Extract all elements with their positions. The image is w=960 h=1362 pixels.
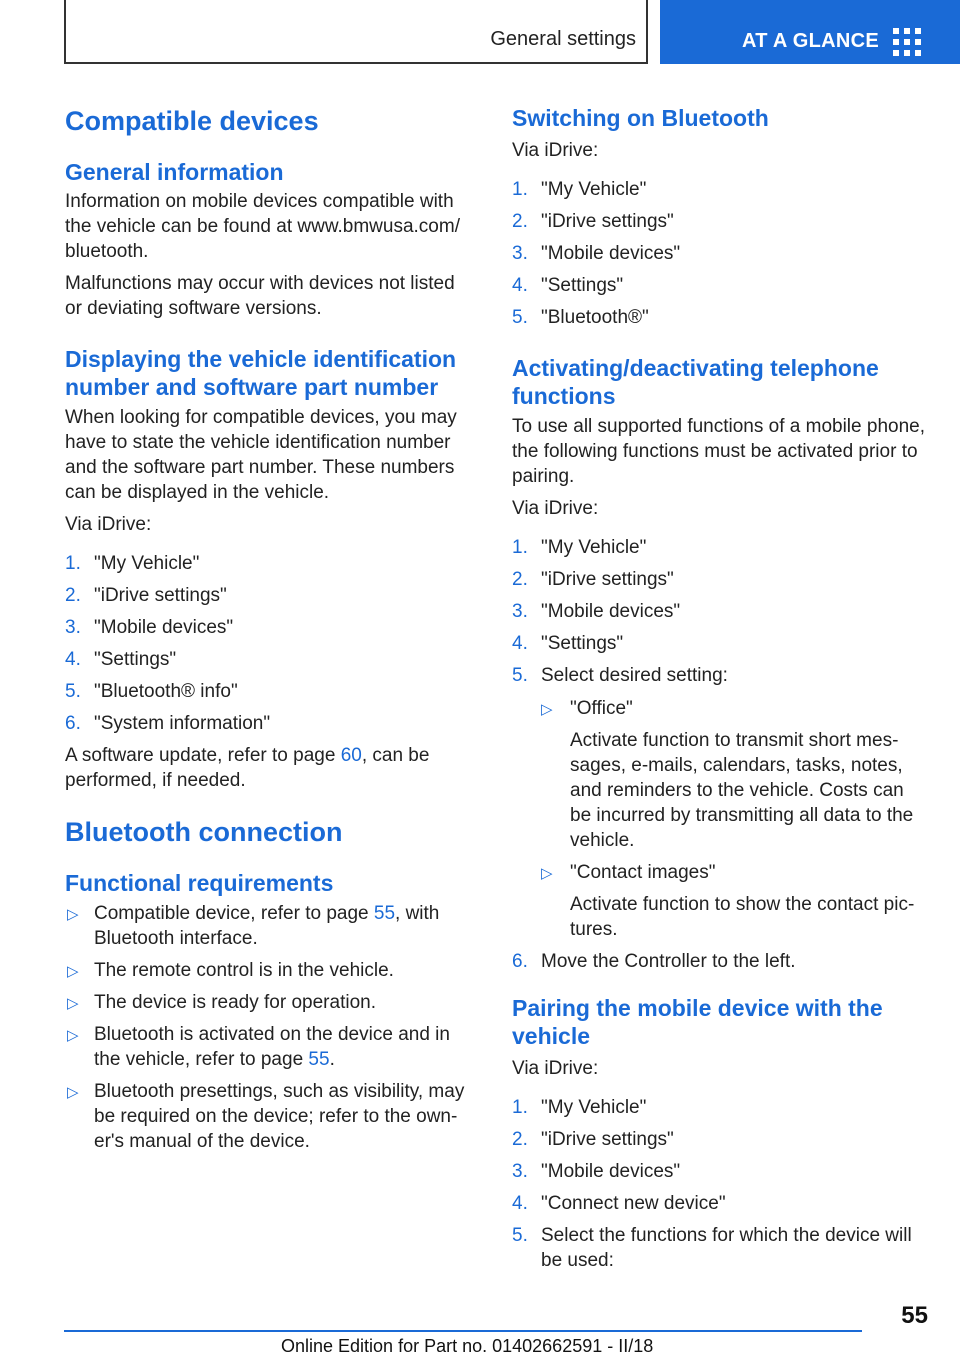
section-title: General settings (490, 28, 636, 50)
triangle-bullet-icon: ▷ (67, 906, 79, 923)
via-idrive-label: Via iDrive: (512, 1058, 599, 1079)
edition-footer: Online Edition for Part no. 01402662591 - II/18 (281, 1336, 654, 1356)
list-item: 5. "Bluetooth® info" (65, 681, 238, 702)
list-item: 1. "My Vehicle" (512, 1097, 647, 1118)
list-item: ▷ Compatible device, refer to page 55, with Bluetooth interface. (67, 903, 440, 949)
heading-bluetooth-connection: Bluetooth connection (65, 817, 343, 847)
vin-steps-list (65, 551, 473, 736)
heading-displaying-vin: Displaying the vehicle identification number and software part number (65, 346, 457, 400)
heading-activating-telephone-functions: Activating/deactivating telephone functions (512, 355, 879, 409)
footer-divider (64, 1330, 862, 1332)
list-item: 2. "iDrive settings" (512, 569, 674, 590)
via-idrive-label: Via iDrive: (512, 140, 599, 161)
triangle-bullet-icon: ▷ (67, 1084, 79, 1101)
list-item (541, 860, 927, 942)
pairing-steps-list (512, 1095, 927, 1273)
left-column (65, 100, 473, 1161)
list-item: 4. "Settings" (512, 633, 624, 654)
settings-options-list (541, 696, 927, 942)
list-item: 1. "My Vehicle" (65, 553, 200, 574)
triangle-bullet-icon: ▷ (541, 701, 553, 718)
list-item (541, 696, 927, 853)
software-update-paragraph: A software update, refer to page 60, can be performed, if needed. (65, 745, 430, 791)
heading-compatible-devices: Compatible devices (65, 106, 319, 136)
office-option-label: "Office" (570, 698, 633, 719)
list-item: ▷ The remote control is in the vehicle. (65, 958, 473, 983)
list-item: 4. "Settings" (65, 649, 177, 670)
list-item: 3. "Mobile devices" (512, 243, 681, 264)
triangle-bullet-icon: ▷ (67, 963, 79, 980)
list-item: ▷ Bluetooth presettings, such as visibility, may be required on the device; refer to the own- er's manual of the device. (67, 1081, 465, 1152)
page-link-55[interactable]: 55 (373, 903, 396, 924)
triangle-bullet-icon: ▷ (67, 1027, 79, 1044)
to-use-paragraph: To use all supported functions of a mobile phone, the following functions must be activated prior to pairing. (512, 416, 925, 487)
list-item: 6. Move the Controller to the left. (512, 951, 796, 972)
right-column (512, 100, 927, 1280)
page-number: 55 (901, 1302, 928, 1329)
contact-images-option-label: "Contact images" (570, 862, 716, 883)
triangle-bullet-icon: ▷ (541, 865, 553, 882)
requirements-list (65, 901, 473, 1154)
list-item: 6. "System information" (65, 713, 271, 734)
list-item: 2. "iDrive settings" (512, 211, 674, 232)
list-item: 4. "Connect new device" (512, 1193, 726, 1214)
heading-functional-requirements: Functional requirements (65, 870, 334, 896)
office-option-description: Activate function to transmit short mes- sages, e-mails, calendars, tasks, notes, and reminders to the vehicle. Costs can be incurred by transmitting all data to the vehicle. (570, 730, 914, 851)
contact-images-option-description: Activate function to show the contact pic- tures. (570, 894, 915, 940)
list-item: 5. Select desired setting: ▷ "Office" Activate function to transmit short mes- sages, e-mails, calendars, tasks, notes, and reminders to the vehicle. Costs can be incurred by transmitting all data to the vehicle. ▷ "Contact images" Activate function to show the contact pic- tures. (512, 663, 927, 942)
list-item: 1. "My Vehicle" (512, 179, 647, 200)
looking-paragraph: When looking for compatible devices, you may have to state the vehicle identification number and the software part number. These numbers can be displayed in the vehicle. (65, 407, 457, 503)
at-a-glance-label: AT A GLANCE (742, 30, 879, 52)
switching-steps-list (512, 177, 927, 330)
list-item: 2. "iDrive settings" (65, 585, 227, 606)
triangle-bullet-icon: ▷ (67, 995, 79, 1012)
list-item: 5. Select the functions for which the device will be used: (512, 1225, 912, 1271)
list-item: 5. "Bluetooth®" (512, 307, 649, 328)
list-item: 1. "My Vehicle" (512, 537, 647, 558)
heading-switching-on-bluetooth: Switching on Bluetooth (512, 105, 769, 131)
list-item: ▷ The device is ready for operation. (65, 990, 473, 1015)
page-link-60[interactable]: 60 (340, 745, 362, 766)
activating-steps-list (512, 535, 927, 974)
via-idrive-label: Via iDrive: (65, 514, 152, 535)
malfunctions-paragraph: Malfunctions may occur with devices not listed or deviating software versions. (65, 273, 455, 319)
list-item: ▷ Bluetooth is activated on the device and in the vehicle, refer to page 55. (67, 1024, 450, 1070)
list-item: 2. "iDrive settings" (512, 1129, 674, 1150)
heading-general-information: General information (65, 159, 284, 185)
grid-icon (893, 28, 921, 54)
at-a-glance-badge[interactable] (660, 0, 960, 64)
list-item: 4. "Settings" (512, 275, 624, 296)
via-idrive-label: Via iDrive: (512, 498, 599, 519)
list-item: 3. "Mobile devices" (65, 617, 234, 638)
list-item: 3. "Mobile devices" (512, 1161, 681, 1182)
page-link-55[interactable]: 55 (308, 1049, 330, 1070)
heading-pairing-mobile-device: Pairing the mobile device with the vehicle (512, 995, 883, 1049)
info-paragraph: Information on mobile devices compatible with the vehicle can be found at www.bmwusa.com/ bluetooth. (65, 191, 460, 262)
list-item: 3. "Mobile devices" (512, 601, 681, 622)
